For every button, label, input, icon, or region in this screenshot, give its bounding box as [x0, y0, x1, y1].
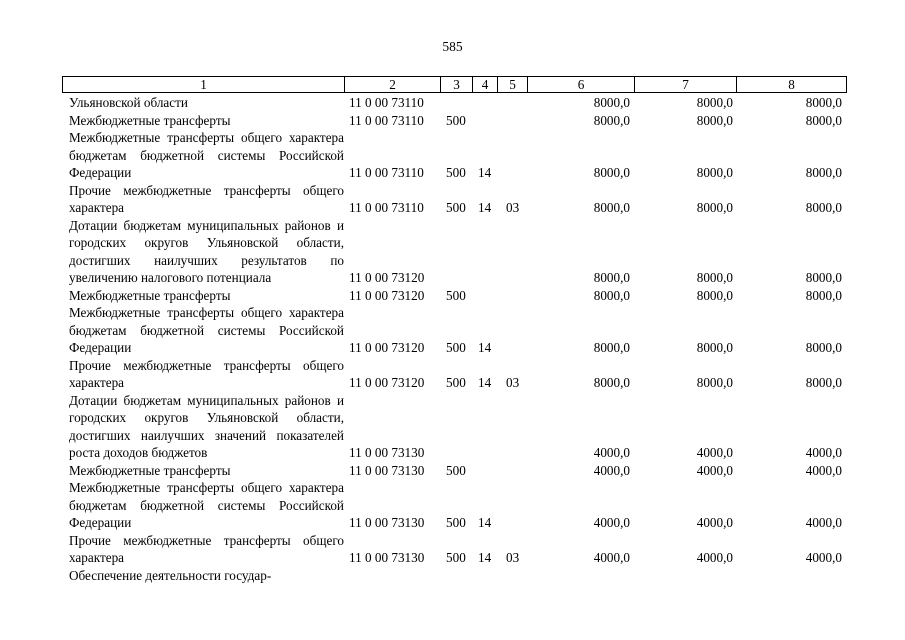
row-value-col-6: 4000,0: [593, 462, 630, 478]
row-value-col-8: 8000,0: [805, 112, 842, 128]
row-expense-type: 500: [446, 375, 466, 390]
row-value-col-7: 8000,0: [696, 287, 733, 303]
row-value-col-8: 8000,0: [805, 287, 842, 303]
header-col-3: 3: [440, 77, 472, 92]
table-row: [0, 182, 905, 217]
row-value-col-6: 8000,0: [593, 270, 630, 285]
row-value-col-8: 4000,0: [805, 445, 842, 460]
table-row: [0, 479, 905, 532]
header-col-8: 8: [736, 77, 846, 92]
row-value-col-6: 4000,0: [593, 515, 630, 530]
row-subsection: 03: [506, 200, 520, 215]
row-value-col-7: 4000,0: [696, 462, 733, 478]
row-expense-type: 500: [446, 515, 466, 530]
row-code: 11 0 00 73130: [349, 445, 425, 460]
table-row: [0, 94, 905, 112]
row-code: 11 0 00 73120: [349, 287, 425, 303]
row-name: Прочие межбюджетные трансферты общего характера: [69, 532, 344, 565]
row-code: 11 0 00 73120: [349, 270, 425, 285]
row-value-col-7: 8000,0: [696, 340, 733, 355]
row-name: Межбюджетные трансферты общего характера бюджетам бюджетной системы Российской Федерации: [69, 130, 344, 180]
table-header: [62, 76, 847, 93]
row-section: 14: [478, 515, 492, 530]
row-name: Прочие межбюджетные трансферты общего характера: [69, 182, 344, 215]
table-row: [0, 567, 905, 585]
row-expense-type: 500: [446, 200, 466, 215]
row-name: Обеспечение деятельности государ-: [69, 567, 272, 583]
row-name: Межбюджетные трансферты: [69, 112, 231, 128]
row-value-col-8: 4000,0: [805, 515, 842, 530]
row-code: 11 0 00 73130: [349, 462, 425, 478]
row-code: 11 0 00 73110: [349, 200, 424, 215]
row-name: Дотации бюджетам муниципальных районов и городских округов Ульяновской области, достигших наилучших результатов по увеличению налогового потенциала: [69, 217, 344, 285]
row-value-col-6: 8000,0: [593, 287, 630, 303]
row-value-col-8: 8000,0: [805, 270, 842, 285]
row-code: 11 0 00 73110: [349, 95, 424, 110]
row-value-col-8: 8000,0: [805, 200, 842, 215]
row-section: 14: [478, 165, 492, 180]
row-value-col-7: 8000,0: [696, 375, 733, 390]
row-name: Дотации бюджетам муниципальных районов и городских округов Ульяновской области, достигших наилучших значений показателей роста доходов бюджетов: [69, 392, 344, 460]
row-expense-type: 500: [446, 550, 466, 565]
header-col-2: 2: [344, 77, 440, 92]
row-expense-type: 500: [446, 462, 466, 478]
row-value-col-6: 8000,0: [593, 165, 630, 180]
table-row: [0, 462, 905, 480]
row-value-col-8: 8000,0: [805, 340, 842, 355]
row-subsection: 03: [506, 550, 520, 565]
row-value-col-6: 8000,0: [593, 375, 630, 390]
row-value-col-8: 4000,0: [805, 462, 842, 478]
row-name: Межбюджетные трансферты общего характера бюджетам бюджетной системы Российской Федерации: [69, 480, 344, 530]
table-body: [0, 94, 905, 584]
row-expense-type: 500: [446, 112, 466, 128]
header-col-7: 7: [634, 77, 736, 92]
header-col-4: 4: [472, 77, 497, 92]
row-name: Ульяновской области: [69, 95, 188, 110]
table-row: [0, 129, 905, 182]
table-row: [0, 304, 905, 357]
row-name: Межбюджетные трансферты общего характера бюджетам бюджетной системы Российской Федерации: [69, 305, 344, 355]
header-col-5: 5: [497, 77, 527, 92]
row-expense-type: 500: [446, 165, 466, 180]
row-section: 14: [478, 200, 492, 215]
row-value-col-8: 8000,0: [805, 375, 842, 390]
row-value-col-8: 4000,0: [805, 550, 842, 565]
row-value-col-6: 4000,0: [593, 550, 630, 565]
row-value-col-6: 8000,0: [593, 95, 630, 110]
row-code: 11 0 00 73130: [349, 550, 425, 565]
row-code: 11 0 00 73110: [349, 165, 424, 180]
row-value-col-6: 8000,0: [593, 112, 630, 128]
row-value-col-6: 8000,0: [593, 340, 630, 355]
table-row: [0, 532, 905, 567]
table-row: [0, 287, 905, 305]
row-value-col-8: 8000,0: [805, 95, 842, 110]
row-value-col-7: 8000,0: [696, 112, 733, 128]
row-value-col-8: 8000,0: [805, 165, 842, 180]
row-section: 14: [478, 375, 492, 390]
row-value-col-7: 8000,0: [696, 95, 733, 110]
row-code: 11 0 00 73110: [349, 112, 424, 128]
row-value-col-7: 8000,0: [696, 165, 733, 180]
table-row: [0, 112, 905, 130]
row-code: 11 0 00 73120: [349, 340, 425, 355]
table-row: [0, 217, 905, 287]
row-code: 11 0 00 73120: [349, 375, 425, 390]
row-code: 11 0 00 73130: [349, 515, 425, 530]
row-section: 14: [478, 340, 492, 355]
table-row: [0, 392, 905, 462]
row-value-col-7: 8000,0: [696, 200, 733, 215]
row-expense-type: 500: [446, 287, 466, 303]
header-col-1: 1: [200, 77, 207, 92]
row-value-col-6: 4000,0: [593, 445, 630, 460]
row-name: Прочие межбюджетные трансферты общего характера: [69, 357, 344, 390]
row-section: 14: [478, 550, 492, 565]
row-subsection: 03: [506, 375, 520, 390]
row-value-col-7: 4000,0: [696, 515, 733, 530]
row-value-col-7: 4000,0: [696, 550, 733, 565]
row-value-col-7: 8000,0: [696, 270, 733, 285]
row-name: Межбюджетные трансферты: [69, 287, 231, 303]
row-name: Межбюджетные трансферты: [69, 462, 231, 478]
row-expense-type: 500: [446, 340, 466, 355]
row-value-col-7: 4000,0: [696, 445, 733, 460]
table-row: [0, 357, 905, 392]
page-number: 585: [442, 39, 463, 54]
row-value-col-6: 8000,0: [593, 200, 630, 215]
header-col-6: 6: [527, 77, 634, 92]
